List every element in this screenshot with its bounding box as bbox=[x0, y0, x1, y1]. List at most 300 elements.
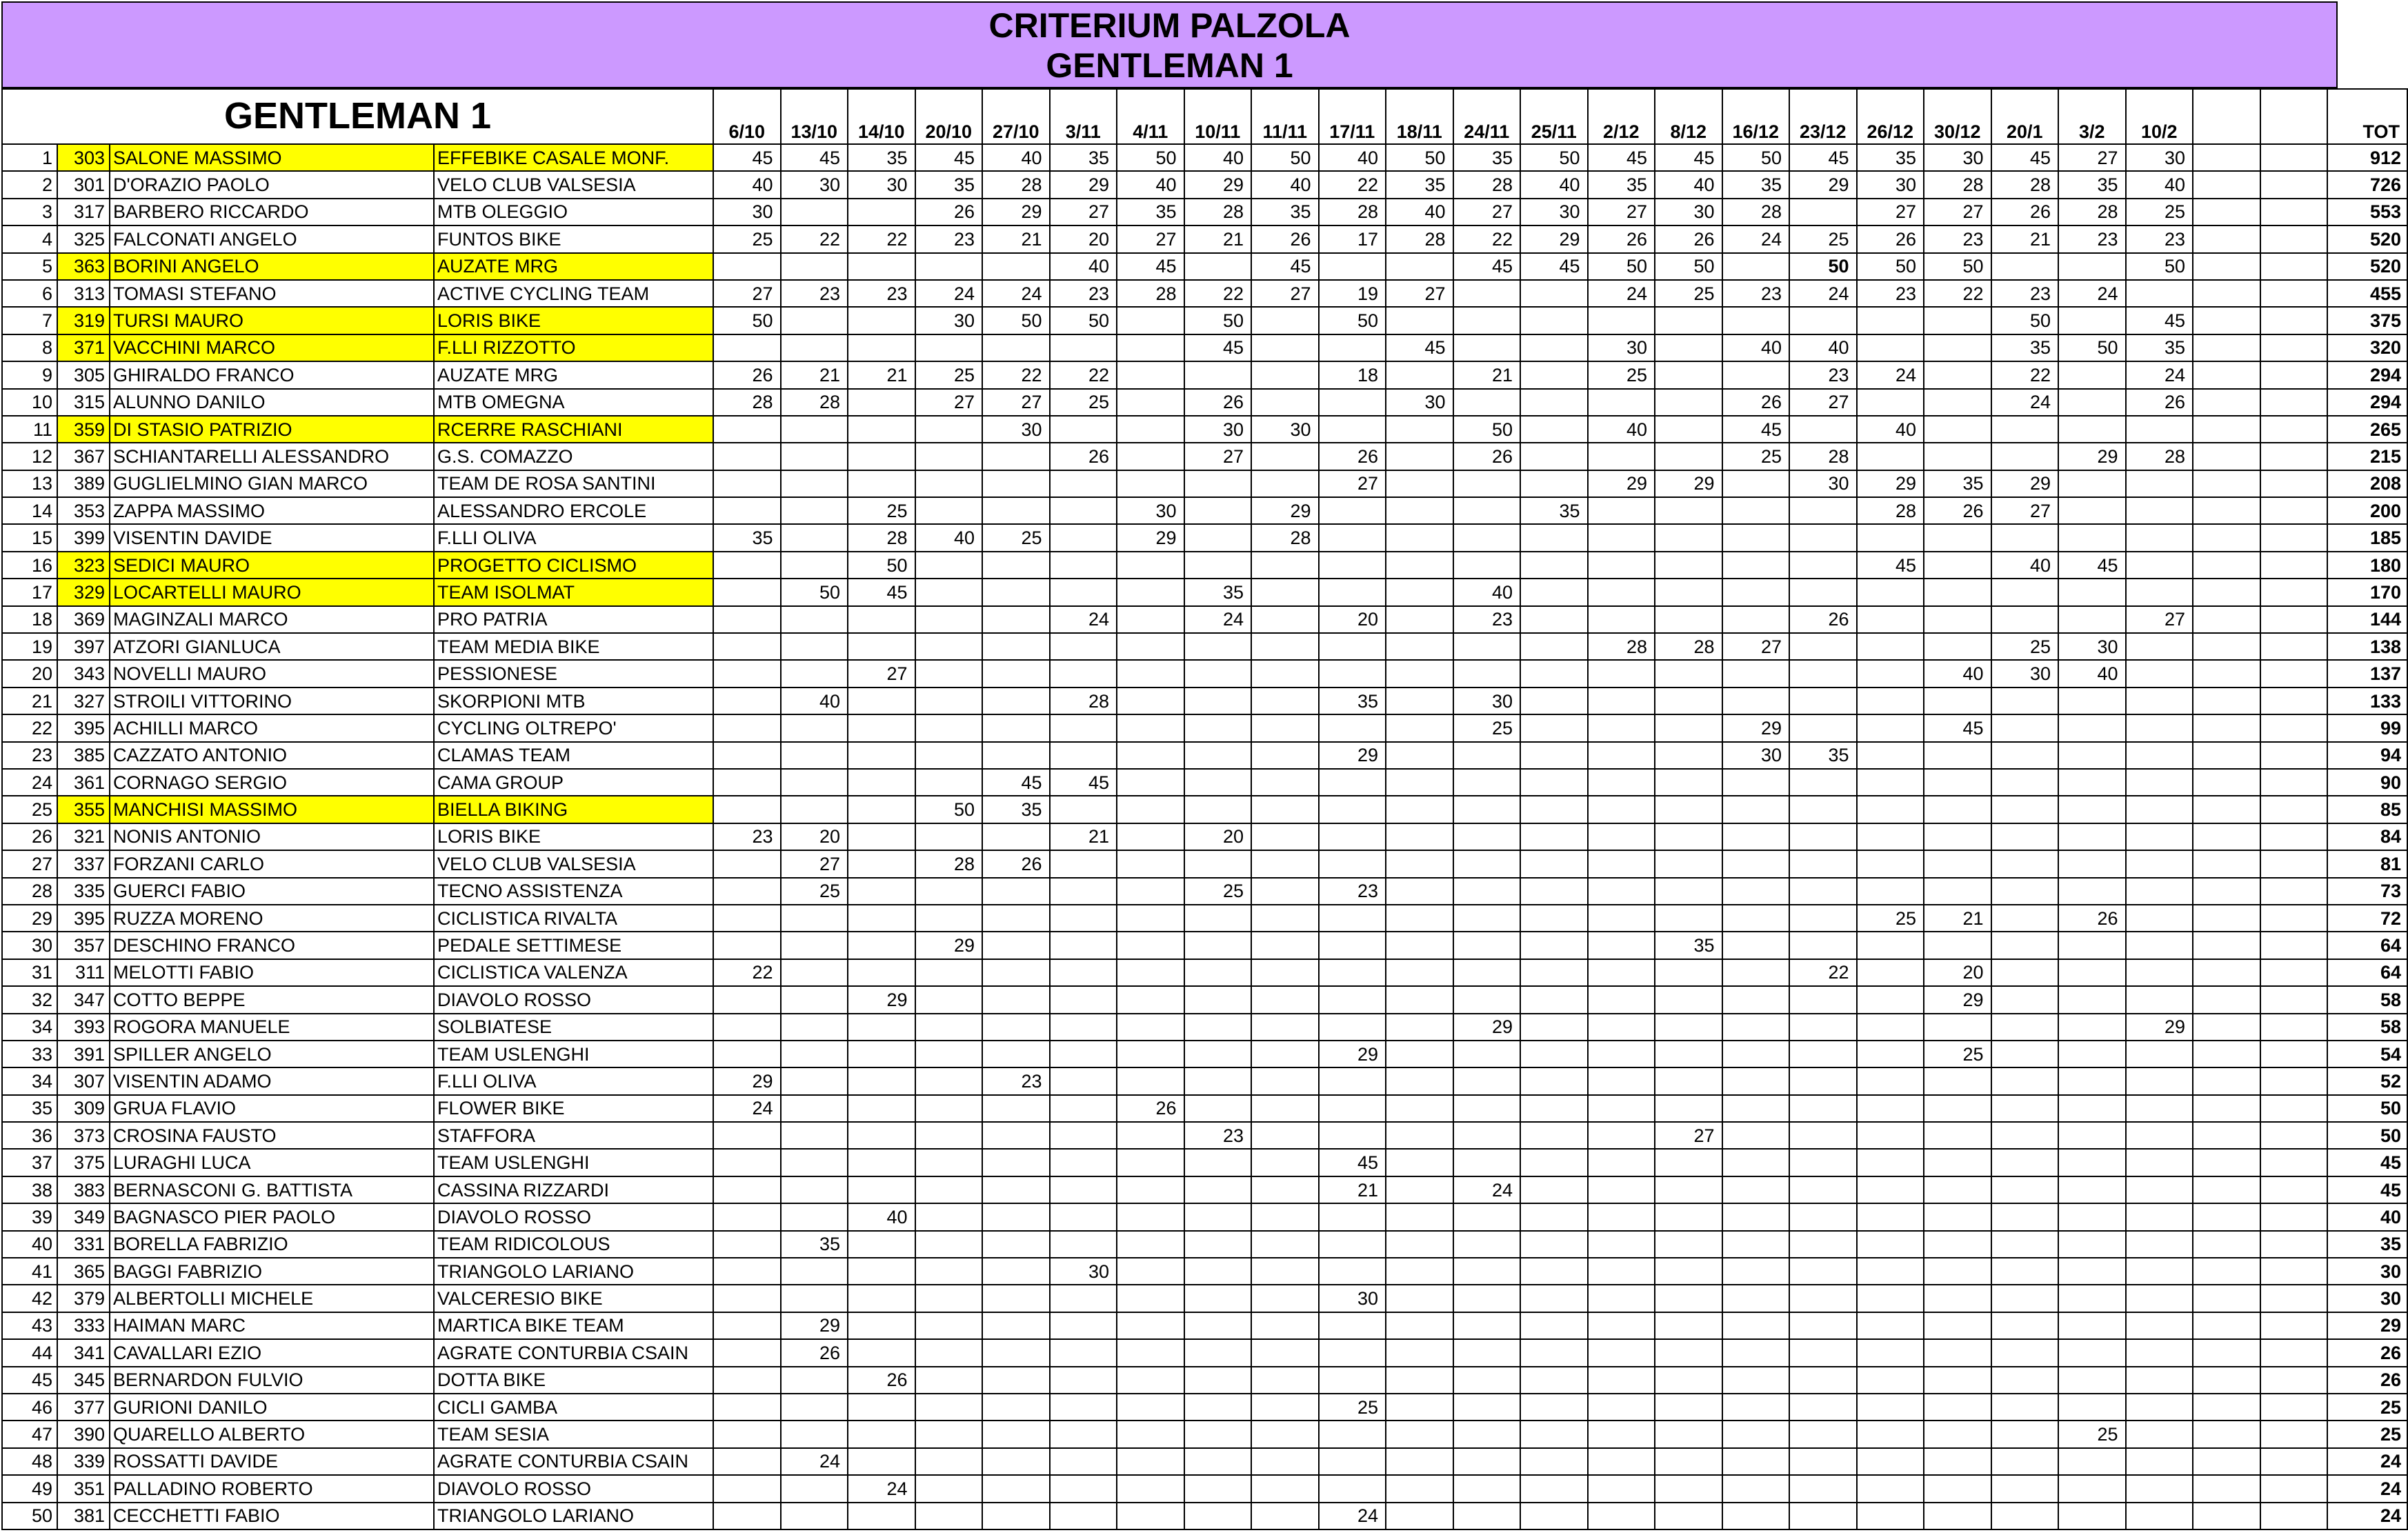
score-cell bbox=[1857, 334, 1924, 361]
score-cell bbox=[1319, 334, 1386, 361]
rider-name-cell: GUGLIELMINO GIAN MARCO bbox=[110, 470, 434, 497]
score-cell: 45 bbox=[1991, 144, 2059, 171]
score-cell bbox=[1655, 552, 1722, 579]
score-cell bbox=[1588, 1367, 1655, 1394]
score-cell bbox=[1655, 579, 1722, 605]
score-cell: 28 bbox=[1251, 524, 1319, 551]
score-cell bbox=[1520, 1475, 1588, 1502]
score-cell bbox=[1857, 1421, 1924, 1447]
score-cell bbox=[2058, 416, 2126, 443]
score-cell: 25 bbox=[1722, 443, 1790, 470]
score-cell bbox=[713, 769, 781, 796]
score-cell bbox=[1857, 1176, 1924, 1203]
score-cell bbox=[1520, 688, 1588, 714]
score-cell bbox=[1319, 253, 1386, 280]
score-cell bbox=[1251, 470, 1319, 497]
score-cell bbox=[1319, 1448, 1386, 1475]
rider-name-cell: MELOTTI FABIO bbox=[110, 959, 434, 986]
score-cell bbox=[1386, 633, 1453, 660]
score-cell bbox=[1789, 524, 1857, 551]
score-cell: 30 bbox=[781, 171, 848, 198]
rider-name-cell: ALUNNO DANILO bbox=[110, 389, 434, 416]
score-cell bbox=[1991, 1095, 2059, 1122]
score-cell bbox=[2193, 714, 2260, 741]
score-cell bbox=[2126, 769, 2193, 796]
score-cell bbox=[1453, 1394, 1521, 1421]
score-cell bbox=[982, 742, 1050, 769]
score-cell bbox=[1991, 1394, 2059, 1421]
score-cell: 28 bbox=[982, 171, 1050, 198]
score-cell bbox=[2193, 171, 2260, 198]
score-cell bbox=[1588, 1258, 1655, 1285]
score-cell: 23 bbox=[713, 823, 781, 850]
score-cell bbox=[1857, 1503, 1924, 1529]
score-cell bbox=[2193, 986, 2260, 1013]
score-cell bbox=[713, 633, 781, 660]
score-cell bbox=[1117, 1067, 1184, 1094]
score-cell bbox=[2126, 1339, 2193, 1366]
score-cell bbox=[1655, 1503, 1722, 1529]
bib-number-cell: 351 bbox=[57, 1475, 110, 1502]
score-cell: 26 bbox=[982, 850, 1050, 877]
rank-cell: 30 bbox=[2, 932, 57, 959]
score-cell bbox=[1924, 524, 1991, 551]
score-cell bbox=[1050, 1285, 1117, 1312]
bib-number-cell: 365 bbox=[57, 1258, 110, 1285]
rider-name-cell: DESCHINO FRANCO bbox=[110, 932, 434, 959]
score-cell bbox=[2260, 1394, 2328, 1421]
score-cell bbox=[1991, 1448, 2059, 1475]
score-cell: 40 bbox=[2126, 171, 2193, 198]
team-name-cell: TEAM RIDICOLOUS bbox=[434, 1231, 713, 1258]
score-cell bbox=[2193, 253, 2260, 280]
score-cell bbox=[1924, 1203, 1991, 1230]
score-cell bbox=[1520, 633, 1588, 660]
bib-number-cell: 367 bbox=[57, 443, 110, 470]
rider-name-cell: VISENTIN ADAMO bbox=[110, 1067, 434, 1094]
score-cell: 35 bbox=[1588, 171, 1655, 198]
score-cell: 45 bbox=[1319, 1149, 1386, 1176]
score-cell bbox=[1991, 1285, 2059, 1312]
score-cell bbox=[1789, 660, 1857, 687]
score-cell: 35 bbox=[2058, 171, 2126, 198]
score-cell bbox=[1857, 660, 1924, 687]
score-cell bbox=[915, 714, 983, 741]
score-cell bbox=[915, 905, 983, 932]
rider-name-cell: ZAPPA MASSIMO bbox=[110, 497, 434, 524]
score-cell bbox=[2260, 1203, 2328, 1230]
score-cell bbox=[1520, 905, 1588, 932]
score-cell bbox=[1050, 1122, 1117, 1149]
score-cell bbox=[2058, 1231, 2126, 1258]
score-cell: 24 bbox=[2126, 361, 2193, 388]
score-cell bbox=[713, 606, 781, 633]
bib-number-cell: 335 bbox=[57, 878, 110, 905]
rank-cell: 9 bbox=[2, 361, 57, 388]
rider-name-cell: FALCONATI ANGELO bbox=[110, 225, 434, 252]
score-cell bbox=[1117, 1475, 1184, 1502]
score-cell bbox=[2126, 688, 2193, 714]
score-cell bbox=[1924, 1258, 1991, 1285]
score-cell bbox=[1588, 1312, 1655, 1339]
score-cell: 50 bbox=[1386, 144, 1453, 171]
score-cell bbox=[713, 796, 781, 823]
score-cell bbox=[915, 470, 983, 497]
bib-number-cell: 347 bbox=[57, 986, 110, 1013]
score-cell bbox=[915, 878, 983, 905]
score-cell bbox=[982, 497, 1050, 524]
score-cell bbox=[1588, 1149, 1655, 1176]
score-cell bbox=[2193, 1448, 2260, 1475]
score-cell: 30 bbox=[1251, 416, 1319, 443]
score-cell bbox=[2193, 606, 2260, 633]
score-cell bbox=[2126, 986, 2193, 1013]
score-cell bbox=[1319, 959, 1386, 986]
score-cell bbox=[2260, 1475, 2328, 1502]
score-cell bbox=[1991, 932, 2059, 959]
score-cell bbox=[2058, 606, 2126, 633]
bib-number-cell: 329 bbox=[57, 579, 110, 605]
score-cell bbox=[1857, 1285, 1924, 1312]
score-cell bbox=[1655, 959, 1722, 986]
score-cell bbox=[1386, 524, 1453, 551]
score-cell bbox=[1453, 1258, 1521, 1285]
score-cell bbox=[1588, 443, 1655, 470]
score-cell bbox=[2058, 878, 2126, 905]
score-cell bbox=[2126, 1176, 2193, 1203]
table-row bbox=[2, 361, 2407, 388]
rank-cell: 8 bbox=[2, 334, 57, 361]
score-cell bbox=[848, 688, 915, 714]
score-cell bbox=[915, 959, 983, 986]
score-cell bbox=[2058, 389, 2126, 416]
score-cell bbox=[2260, 1149, 2328, 1176]
score-cell bbox=[1520, 1095, 1588, 1122]
score-cell bbox=[1251, 959, 1319, 986]
date-column-header: 14/10 bbox=[848, 89, 915, 144]
score-cell bbox=[2260, 1421, 2328, 1447]
score-cell bbox=[1319, 1475, 1386, 1502]
score-cell bbox=[2058, 1339, 2126, 1366]
score-cell bbox=[2260, 742, 2328, 769]
score-cell: 27 bbox=[1857, 199, 1924, 225]
score-cell bbox=[848, 1285, 915, 1312]
score-cell bbox=[1386, 1095, 1453, 1122]
score-cell bbox=[1453, 1149, 1521, 1176]
score-cell bbox=[1050, 1014, 1117, 1041]
bib-number-cell: 390 bbox=[57, 1421, 110, 1447]
score-cell bbox=[982, 1312, 1050, 1339]
score-cell bbox=[1117, 714, 1184, 741]
score-cell bbox=[1655, 850, 1722, 877]
score-cell bbox=[2260, 850, 2328, 877]
bib-number-cell: 337 bbox=[57, 850, 110, 877]
team-name-cell: CICLISTICA VALENZA bbox=[434, 959, 713, 986]
score-cell bbox=[1251, 1231, 1319, 1258]
score-cell bbox=[2260, 1367, 2328, 1394]
score-cell bbox=[1050, 959, 1117, 986]
score-cell bbox=[1722, 253, 1790, 280]
score-cell bbox=[1924, 1122, 1991, 1149]
score-cell bbox=[1050, 1095, 1117, 1122]
score-cell bbox=[1924, 1421, 1991, 1447]
score-cell bbox=[1386, 1503, 1453, 1529]
score-cell bbox=[2126, 1367, 2193, 1394]
score-cell bbox=[1050, 1041, 1117, 1067]
bib-number-cell: 341 bbox=[57, 1339, 110, 1366]
rider-name-cell: VISENTIN DAVIDE bbox=[110, 524, 434, 551]
score-cell bbox=[1117, 932, 1184, 959]
score-cell: 23 bbox=[1857, 280, 1924, 307]
team-name-cell: G.S. COMAZZO bbox=[434, 443, 713, 470]
score-cell: 35 bbox=[1251, 199, 1319, 225]
score-cell bbox=[1655, 823, 1722, 850]
score-cell: 40 bbox=[1117, 171, 1184, 198]
score-cell bbox=[1789, 1394, 1857, 1421]
score-cell bbox=[1184, 1503, 1252, 1529]
score-cell bbox=[2193, 1149, 2260, 1176]
score-cell bbox=[1991, 688, 2059, 714]
score-cell bbox=[848, 470, 915, 497]
score-cell bbox=[1722, 1339, 1790, 1366]
score-cell bbox=[1386, 1231, 1453, 1258]
team-name-cell: SOLBIATESE bbox=[434, 1014, 713, 1041]
score-cell bbox=[1588, 1067, 1655, 1094]
bib-number-cell: 349 bbox=[57, 1203, 110, 1230]
score-cell: 27 bbox=[1386, 280, 1453, 307]
score-cell: 45 bbox=[1588, 144, 1655, 171]
score-cell bbox=[1991, 1312, 2059, 1339]
score-cell bbox=[1184, 905, 1252, 932]
score-cell bbox=[1386, 552, 1453, 579]
score-cell bbox=[1386, 1203, 1453, 1230]
score-cell bbox=[1857, 307, 1924, 334]
score-cell bbox=[1251, 1176, 1319, 1203]
table-row bbox=[2, 1339, 2407, 1366]
score-cell bbox=[915, 1394, 983, 1421]
score-cell bbox=[1453, 1475, 1521, 1502]
score-cell bbox=[1386, 932, 1453, 959]
score-cell bbox=[1184, 1176, 1252, 1203]
score-cell bbox=[1453, 660, 1521, 687]
score-cell bbox=[1924, 606, 1991, 633]
total-cell: 85 bbox=[2327, 796, 2407, 823]
score-cell bbox=[1722, 1149, 1790, 1176]
score-cell bbox=[982, 443, 1050, 470]
score-cell bbox=[1722, 552, 1790, 579]
score-cell bbox=[781, 606, 848, 633]
score-cell bbox=[1453, 932, 1521, 959]
score-cell: 28 bbox=[1857, 497, 1924, 524]
score-cell bbox=[1319, 1231, 1386, 1258]
bib-number-cell: 315 bbox=[57, 389, 110, 416]
table-row bbox=[2, 307, 2407, 334]
rider-name-cell: QUARELLO ALBERTO bbox=[110, 1421, 434, 1447]
score-cell bbox=[2260, 552, 2328, 579]
score-cell bbox=[1386, 1312, 1453, 1339]
bib-number-cell: 323 bbox=[57, 552, 110, 579]
score-cell bbox=[848, 633, 915, 660]
score-cell bbox=[982, 986, 1050, 1013]
team-name-cell: MTB OLEGGIO bbox=[434, 199, 713, 225]
score-cell: 22 bbox=[1924, 280, 1991, 307]
score-cell bbox=[915, 1176, 983, 1203]
score-cell bbox=[1857, 1394, 1924, 1421]
score-cell bbox=[1453, 1503, 1521, 1529]
score-cell: 27 bbox=[1453, 199, 1521, 225]
score-cell bbox=[2126, 524, 2193, 551]
score-cell bbox=[713, 1041, 781, 1067]
score-cell bbox=[1722, 959, 1790, 986]
score-cell bbox=[1117, 361, 1184, 388]
rank-cell: 1 bbox=[2, 144, 57, 171]
score-cell bbox=[1520, 443, 1588, 470]
total-cell: 520 bbox=[2327, 253, 2407, 280]
score-cell bbox=[1924, 850, 1991, 877]
score-cell: 22 bbox=[1789, 959, 1857, 986]
score-cell bbox=[1857, 524, 1924, 551]
rank-cell: 40 bbox=[2, 1231, 57, 1258]
score-cell: 30 bbox=[1789, 470, 1857, 497]
score-cell bbox=[2260, 470, 2328, 497]
bib-number-cell: 377 bbox=[57, 1394, 110, 1421]
score-cell bbox=[982, 823, 1050, 850]
score-cell bbox=[982, 1014, 1050, 1041]
total-cell: 133 bbox=[2327, 688, 2407, 714]
table-row bbox=[2, 660, 2407, 687]
score-cell bbox=[982, 1122, 1050, 1149]
score-cell bbox=[2260, 1339, 2328, 1366]
score-cell bbox=[1453, 796, 1521, 823]
score-cell bbox=[1588, 497, 1655, 524]
rider-name-cell: BORELLA FABRIZIO bbox=[110, 1231, 434, 1258]
score-cell bbox=[1991, 1122, 2059, 1149]
date-column-header: 16/12 bbox=[1722, 89, 1790, 144]
score-cell bbox=[713, 1394, 781, 1421]
score-cell bbox=[982, 1421, 1050, 1447]
score-cell bbox=[1117, 796, 1184, 823]
score-cell bbox=[1319, 389, 1386, 416]
date-column-header: 26/12 bbox=[1857, 89, 1924, 144]
score-cell bbox=[2260, 416, 2328, 443]
score-cell bbox=[1991, 905, 2059, 932]
score-cell bbox=[1050, 878, 1117, 905]
table-row bbox=[2, 1095, 2407, 1122]
score-cell bbox=[1789, 986, 1857, 1013]
rank-cell: 27 bbox=[2, 850, 57, 877]
score-cell bbox=[781, 1067, 848, 1094]
score-cell bbox=[1924, 1095, 1991, 1122]
score-cell bbox=[1991, 1149, 2059, 1176]
score-cell: 20 bbox=[1924, 959, 1991, 986]
score-cell bbox=[2058, 850, 2126, 877]
score-cell bbox=[1117, 959, 1184, 986]
score-cell bbox=[781, 1122, 848, 1149]
score-cell: 30 bbox=[1050, 1258, 1117, 1285]
total-cell: 520 bbox=[2327, 225, 2407, 252]
score-cell: 23 bbox=[781, 280, 848, 307]
score-cell: 45 bbox=[1655, 144, 1722, 171]
score-cell: 35 bbox=[1924, 470, 1991, 497]
score-cell bbox=[1050, 1475, 1117, 1502]
team-name-cell: MARTICA BIKE TEAM bbox=[434, 1312, 713, 1339]
score-cell: 45 bbox=[713, 144, 781, 171]
header-row bbox=[2, 89, 2407, 144]
score-cell: 21 bbox=[781, 361, 848, 388]
score-cell bbox=[2193, 1475, 2260, 1502]
score-cell bbox=[2126, 1475, 2193, 1502]
score-cell: 30 bbox=[1857, 171, 1924, 198]
score-cell bbox=[848, 1122, 915, 1149]
score-cell bbox=[1655, 606, 1722, 633]
score-cell bbox=[1991, 878, 2059, 905]
score-cell: 35 bbox=[1050, 144, 1117, 171]
score-cell: 29 bbox=[1991, 470, 2059, 497]
bib-number-cell: 339 bbox=[57, 1448, 110, 1475]
score-cell bbox=[2260, 1503, 2328, 1529]
score-cell bbox=[1722, 497, 1790, 524]
score-cell: 30 bbox=[1655, 199, 1722, 225]
score-cell bbox=[915, 1421, 983, 1447]
rank-cell: 41 bbox=[2, 1258, 57, 1285]
table-row bbox=[2, 280, 2407, 307]
team-name-cell: CICLI GAMBA bbox=[434, 1394, 713, 1421]
rider-name-cell: LURAGHI LUCA bbox=[110, 1149, 434, 1176]
score-cell: 40 bbox=[1789, 334, 1857, 361]
score-cell bbox=[1184, 1149, 1252, 1176]
score-cell: 23 bbox=[2126, 225, 2193, 252]
score-cell: 35 bbox=[1991, 334, 2059, 361]
score-cell bbox=[1184, 552, 1252, 579]
score-cell: 22 bbox=[781, 225, 848, 252]
score-cell bbox=[1655, 1339, 1722, 1366]
date-column-header: 6/10 bbox=[713, 89, 781, 144]
total-cell: 200 bbox=[2327, 497, 2407, 524]
score-cell: 29 bbox=[982, 199, 1050, 225]
score-cell: 29 bbox=[2058, 443, 2126, 470]
score-cell bbox=[2193, 1203, 2260, 1230]
score-cell bbox=[982, 714, 1050, 741]
score-cell bbox=[1588, 1122, 1655, 1149]
rider-name-cell: BORINI ANGELO bbox=[110, 253, 434, 280]
score-cell bbox=[1184, 1285, 1252, 1312]
bib-number-cell: 381 bbox=[57, 1503, 110, 1529]
score-cell bbox=[1857, 606, 1924, 633]
score-cell bbox=[713, 1203, 781, 1230]
score-cell bbox=[2126, 280, 2193, 307]
score-cell: 25 bbox=[1184, 878, 1252, 905]
score-cell bbox=[1117, 1339, 1184, 1366]
score-cell: 24 bbox=[1319, 1503, 1386, 1529]
score-cell bbox=[1386, 443, 1453, 470]
score-cell bbox=[1050, 1176, 1117, 1203]
score-cell bbox=[1520, 579, 1588, 605]
bib-number-cell: 319 bbox=[57, 307, 110, 334]
score-cell bbox=[2193, 1231, 2260, 1258]
score-cell bbox=[1386, 714, 1453, 741]
bib-number-cell: 321 bbox=[57, 823, 110, 850]
score-cell: 35 bbox=[1386, 171, 1453, 198]
total-cell: 30 bbox=[2327, 1285, 2407, 1312]
score-cell bbox=[982, 1176, 1050, 1203]
score-cell bbox=[2193, 199, 2260, 225]
score-cell bbox=[1991, 1231, 2059, 1258]
score-cell: 24 bbox=[848, 1475, 915, 1502]
score-cell: 30 bbox=[2058, 633, 2126, 660]
table-row bbox=[2, 633, 2407, 660]
score-cell: 50 bbox=[1184, 307, 1252, 334]
score-cell bbox=[1251, 1339, 1319, 1366]
